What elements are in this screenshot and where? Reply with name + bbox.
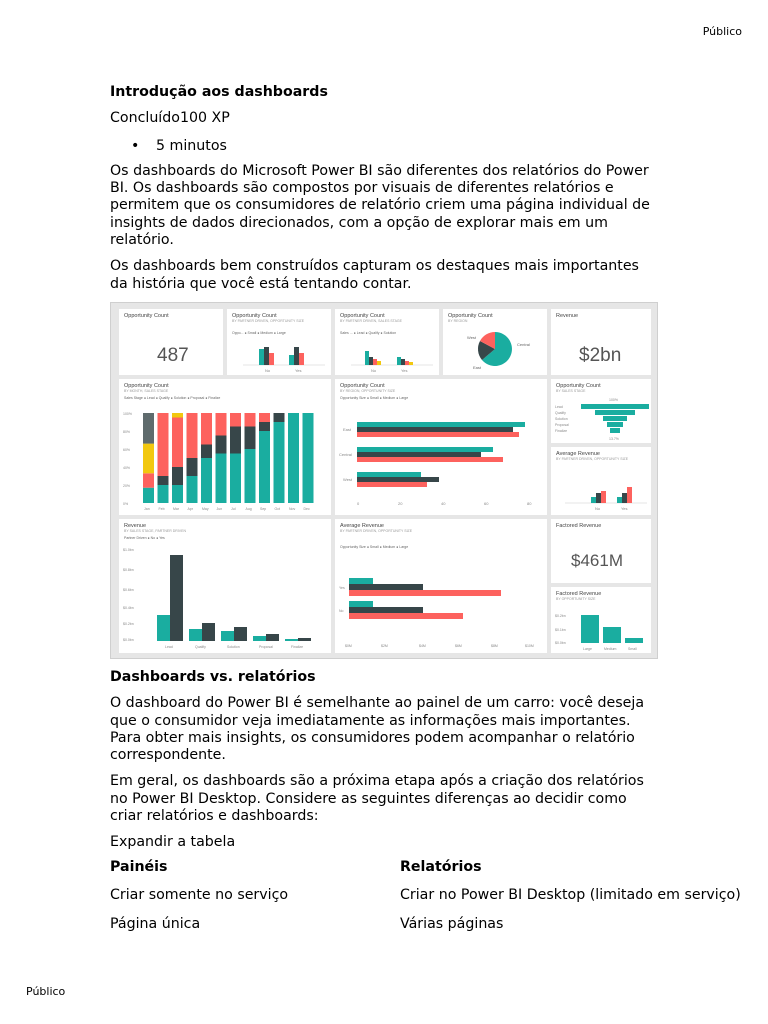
svg-text:$8M: $8M [491, 644, 498, 648]
intro-section [110, 84, 658, 293]
tile-subtitle: BY SALES STAGE [556, 389, 586, 393]
stacked-bar-segment [172, 418, 183, 468]
tile-subtitle: BY PARTNER DRIVEN, OPPORTUNITY SIZE [232, 319, 305, 323]
tile-title: Revenue [124, 523, 147, 529]
svg-text:Yes: Yes [621, 506, 628, 511]
x-tick-label: Aug [245, 507, 252, 511]
svg-text:Finalize: Finalize [291, 645, 304, 649]
section-paragraph-1: O dashboard do Power BI é semelhante ao painel de um carro: você deseja que o consumidor veja imediatamente as informações mais importantes. Para obter mais insights, os consumidores podem acompanhar o relatório correspondente. [110, 695, 645, 764]
tile-average-revenue-size [335, 519, 547, 653]
tile-legend: Sales ... ● Lead ● Qualify ● Solution [340, 331, 397, 335]
svg-text:Qualify: Qualify [195, 645, 206, 649]
svg-text:Qualify: Qualify [555, 411, 566, 415]
svg-text:Proposal: Proposal [555, 423, 569, 427]
x-tick-label: Nov [289, 507, 296, 511]
tile-title: Opportunity Count [124, 383, 169, 389]
stacked-bar-segment [143, 444, 154, 474]
tile-legend: Opportunity Size ● Small ● Medium ● Large [340, 545, 409, 549]
svg-text:$4M: $4M [419, 644, 426, 648]
table-cell: Criar somente no serviço [110, 887, 289, 903]
grouped-bar-chart [551, 447, 651, 515]
tile-title: Opportunity Count [340, 313, 385, 319]
y-tick-label: 80% [123, 430, 131, 434]
stacked-bar-segment [274, 422, 285, 503]
pie-label-west: West [467, 335, 477, 340]
stacked-bar-segment [158, 476, 169, 485]
stacked-bar-segment [187, 476, 198, 503]
tile-subtitle: BY PARTNER DRIVEN, OPPORTUNITY SIZE [556, 457, 629, 461]
kpi-value: $2bn [579, 345, 622, 366]
x-tick-yes: Yes [295, 368, 302, 373]
y-tick-central: Central [339, 452, 352, 457]
svg-text:$0.2bn: $0.2bn [555, 614, 566, 618]
tile-subtitle: BY MONTH, SALES STAGE [124, 389, 169, 393]
svg-text:Lead: Lead [165, 645, 173, 649]
svg-text:Lead: Lead [555, 405, 563, 409]
stacked-bar-segment [259, 413, 270, 422]
stacked-bar-segment [245, 449, 256, 503]
header-classification: Público [702, 25, 742, 38]
grouped-bar-chart [227, 309, 331, 375]
tile-factored-revenue-kpi [551, 519, 651, 583]
svg-text:Yes: Yes [339, 586, 345, 590]
stacked-bar-segment [245, 413, 256, 427]
footer-classification: Público [26, 985, 66, 998]
svg-text:No: No [595, 506, 601, 511]
svg-text:Small: Small [628, 647, 637, 651]
tile-legend: Opportunity Size ● Small ● Medium ● Large [340, 396, 409, 400]
tile-title: Opportunity Count [448, 313, 493, 319]
svg-text:100%: 100% [609, 398, 618, 402]
stacked-bar-segment [172, 413, 183, 418]
table-header-dashboards: Painéis [110, 859, 168, 875]
svg-text:13.7%: 13.7% [609, 437, 619, 441]
tile-subtitle: BY SALES STAGE, PARTNER DRIVEN [124, 529, 186, 533]
stacked-bar-segment [187, 413, 198, 458]
stacked-bar-segment [201, 413, 212, 445]
tile-legend: Oppo... ● Small ● Medium ● Large [232, 331, 286, 335]
x-tick-yes: Yes [401, 368, 408, 373]
tile-legend: Partner Driven ● No ● Yes [124, 536, 165, 540]
tile-title: Factored Revenue [556, 523, 602, 529]
tile-subtitle: BY PARTNER DRIVEN, OPPORTUNITY SIZE [340, 529, 413, 533]
intro-paragraph-2: Os dashboards bem construídos capturam os destaques mais importantes da história que você está tentando contar. [110, 258, 639, 292]
x-tick: 80 [527, 501, 532, 506]
pie-label-east: East [473, 365, 482, 370]
table-cell: Várias páginas [400, 916, 504, 932]
tile-title: Opportunity Count [124, 313, 169, 319]
tile-title: Factored Revenue [556, 591, 602, 597]
stacked-bar-segment [216, 413, 227, 436]
stacked-bar-segment [187, 458, 198, 476]
svg-text:Finalize: Finalize [555, 429, 568, 433]
svg-text:$10M: $10M [525, 644, 534, 648]
stacked-bar-segment [216, 436, 227, 454]
stacked-bar-chart [119, 379, 331, 515]
tile-opportunity-count-stage [335, 309, 439, 375]
horizontal-bar-chart [335, 519, 547, 653]
stacked-bar-segment [288, 413, 299, 503]
svg-text:$2M: $2M [381, 644, 388, 648]
tile-title: Opportunity Count [340, 383, 385, 389]
stacked-bar-segment [216, 454, 227, 504]
x-tick: 0 [357, 501, 360, 506]
stacked-bar-segment [274, 413, 285, 422]
stacked-bar-segment [259, 431, 270, 503]
x-tick-label: Oct [274, 507, 280, 511]
stacked-bar-segment [172, 467, 183, 485]
svg-text:Large: Large [583, 647, 592, 651]
tile-opportunity-count-kpi [119, 309, 223, 375]
tile-title: Average Revenue [340, 523, 384, 529]
stacked-bar-segment [158, 413, 169, 476]
x-tick: 40 [441, 501, 446, 506]
y-tick-label: 40% [123, 466, 131, 470]
funnel-chart [551, 379, 651, 443]
tile-title: Opportunity Count [556, 383, 601, 389]
tile-legend: Sales Stage ● Lead ● Qualify ● Solution ● Proposal ● Finalize [124, 396, 221, 400]
pie-label-central: Central [517, 342, 530, 347]
svg-text:Solution: Solution [555, 417, 568, 421]
stacked-bar-segment [143, 413, 154, 444]
tile-revenue-stage [119, 519, 331, 653]
stacked-bar-segment [143, 473, 154, 487]
tile-opportunity-count-partner [227, 309, 331, 375]
intro-paragraph-1: Os dashboards do Microsoft Power BI são diferentes dos relatórios do Power BI. Os dashboards são compostos por visuais de diferentes relatórios e permitem que os consumidores de relatório criem uma página individual de insights de dados direcionados, com a opção de explorar mais em um relatório. [110, 162, 650, 249]
tile-title: Average Revenue [556, 451, 600, 457]
section-paragraph-2: Em geral, os dashboards são a próxima etapa após a criação dos relatórios no Power BI Desktop. Considere as seguintes diferenças ao decidir como criar relatórios e dashboards: [110, 773, 644, 825]
grouped-bar-chart [119, 519, 331, 653]
svg-text:$0.2bn: $0.2bn [123, 622, 134, 626]
tile-opportunity-count-region-size [335, 379, 547, 515]
x-tick-label: May [202, 507, 209, 511]
svg-text:$0.0bn: $0.0bn [123, 638, 134, 642]
grouped-bar-chart [335, 309, 439, 375]
x-tick: 60 [484, 501, 489, 506]
tile-title: Revenue [556, 313, 579, 319]
tile-subtitle: BY OPPORTUNITY SIZE [556, 597, 596, 601]
x-tick-label: Apr [187, 507, 193, 511]
x-tick-label: Jul [231, 507, 236, 511]
tile-opportunity-count-month [119, 379, 331, 515]
y-tick-label: 60% [123, 448, 131, 452]
svg-text:$6M: $6M [455, 644, 462, 648]
stacked-bar-segment [245, 427, 256, 450]
y-tick-west: West [343, 477, 353, 482]
page-title: Introdução aos dashboards [110, 84, 328, 100]
table-header-reports: Relatórios [400, 859, 482, 875]
svg-text:$0.1bn: $0.1bn [555, 628, 566, 632]
tile-subtitle: BY REGION [448, 319, 468, 323]
table-cell: Criar no Power BI Desktop (limitado em serviço) [400, 887, 741, 903]
tile-title: Opportunity Count [232, 313, 277, 319]
x-tick: 20 [398, 501, 403, 506]
svg-text:$0.0bn: $0.0bn [555, 641, 566, 645]
bar-chart [551, 587, 651, 653]
svg-text:Solution: Solution [227, 645, 240, 649]
horizontal-bar-chart [335, 379, 547, 515]
stacked-bar-segment [303, 413, 314, 503]
x-tick-label: Feb [158, 507, 165, 511]
stacked-bar-segment [143, 488, 154, 503]
x-tick-no: No [371, 368, 377, 373]
section-title: Dashboards vs. relatórios [110, 669, 316, 685]
module-meta: Concluído100 XP [110, 110, 230, 127]
y-tick-label: 0% [123, 502, 129, 506]
tile-average-revenue-partner [551, 447, 651, 515]
svg-text:$0.6bn: $0.6bn [123, 588, 134, 592]
x-tick-label: Jun [216, 507, 223, 511]
tile-opportunity-count-stage-funnel [551, 379, 651, 443]
svg-text:$0.8bn: $0.8bn [123, 568, 134, 572]
x-tick-label: Dec [303, 507, 310, 511]
tile-subtitle: BY REGION, OPPORTUNITY SIZE [340, 389, 396, 393]
x-tick-label: Jan [144, 507, 150, 511]
stacked-bar-segment [230, 454, 241, 504]
pie-chart [443, 309, 547, 375]
svg-text:Medium: Medium [604, 647, 617, 651]
tile-subtitle: BY PARTNER DRIVEN, SALES STAGE [340, 319, 402, 323]
svg-text:No: No [339, 609, 344, 613]
stacked-bar-segment [201, 445, 212, 459]
stacked-bar-segment [201, 458, 212, 503]
table-cell: Página única [110, 916, 201, 932]
stacked-bar-segment [230, 427, 241, 454]
comparison-section [110, 669, 658, 852]
stacked-bar-segment [158, 485, 169, 503]
tile-factored-revenue-size [551, 587, 651, 653]
svg-text:Proposal: Proposal [259, 645, 273, 649]
stacked-bar-segment [259, 422, 270, 431]
x-tick-label: Sep [260, 507, 267, 511]
tile-revenue-kpi [551, 309, 651, 375]
x-tick-no: No [265, 368, 271, 373]
svg-text:$0M: $0M [345, 644, 352, 648]
y-tick-east: East [343, 427, 352, 432]
kpi-value: 487 [157, 345, 189, 366]
expand-table-link[interactable]: Expandir a tabela [110, 834, 236, 851]
kpi-value: $461M [571, 551, 623, 570]
duration-list [110, 138, 658, 155]
dashboard-image [110, 302, 658, 659]
duration-item: • 5 minutos [110, 138, 658, 155]
y-tick-label: 20% [123, 484, 131, 488]
stacked-bar-segment [230, 413, 241, 427]
svg-text:$1.0bn: $1.0bn [123, 548, 134, 552]
tile-opportunity-count-region [443, 309, 547, 375]
y-tick-label: 100% [123, 412, 132, 416]
stacked-bar-segment [172, 485, 183, 503]
x-tick-label: Mar [173, 507, 180, 511]
svg-text:$0.4bn: $0.4bn [123, 606, 134, 610]
